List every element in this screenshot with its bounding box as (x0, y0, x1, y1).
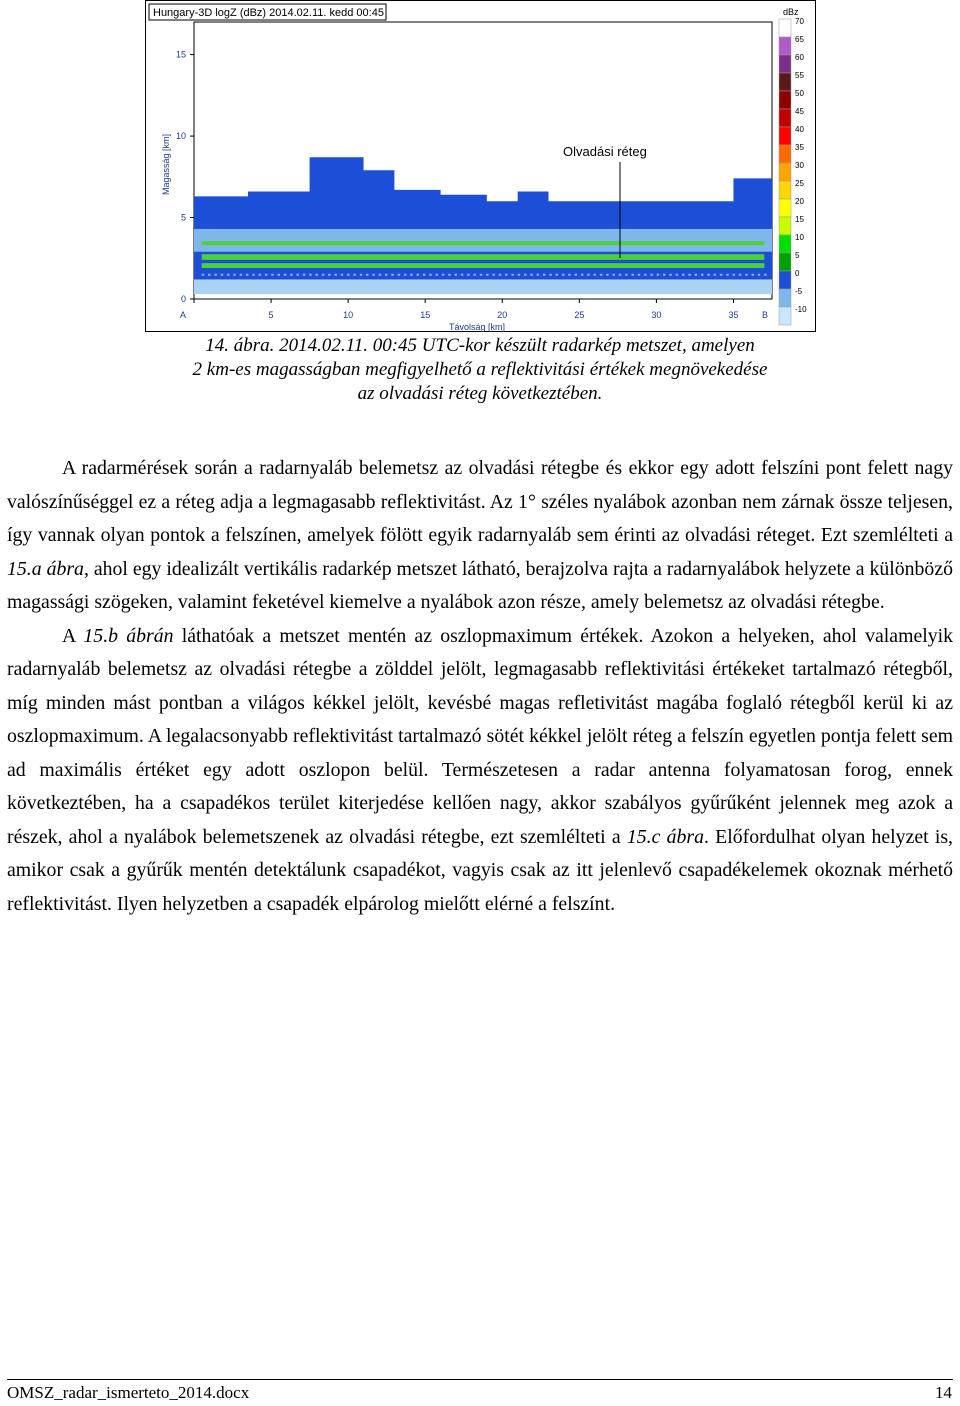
x-tick-label: 35 (728, 310, 739, 320)
x-tick-label: 15 (420, 310, 431, 320)
light-blue-dash (701, 274, 704, 276)
y-tick-label: 15 (175, 49, 186, 60)
end-point-label: B (762, 310, 769, 320)
colorbar-level-label: 55 (795, 71, 804, 80)
figure-ref-15a: 15.a ábra (7, 557, 84, 580)
colorbar-level-label: 10 (795, 233, 804, 242)
colorbar-swatch (779, 55, 791, 73)
green-melting-stripe (202, 254, 765, 260)
colorbar-swatch (779, 91, 791, 109)
light-blue-dash (511, 274, 514, 276)
light-blue-dash (537, 274, 540, 276)
radar-figure (145, 0, 816, 332)
light-blue-dash (530, 274, 533, 276)
light-blue-dash (575, 274, 578, 276)
x-tick-label: 30 (651, 310, 662, 320)
light-blue-dash (568, 274, 571, 276)
light-blue-dash (663, 274, 666, 276)
x-axis-label: Távolság [km] (449, 322, 506, 332)
paragraph-1-text-a: A radarmérések során a radarnyaláb belemetsz az olvadási rétegbe és ekkor egy adott felszíni pont felett nagy valószínűséggel ez a réteg adja a legmagasabb reflektivitást. Az 1° széles nyalábok azonban nem zárnak össze teljesen, így vannak olyan pontok a felszínen, amelyek fölött egyik radarnyaláb sem érinti az olvadási réteget. Ezt szemlélteti a (7, 457, 953, 546)
light-blue-dash (278, 274, 281, 276)
colorbar-level-label: -10 (795, 305, 807, 314)
caption-text-1: 14. ábra. 2014.02.11. 00:45 UTC-kor készült radarkép metszet, amelyen (205, 335, 755, 356)
light-blue-dash (549, 274, 552, 276)
colorbar-level-label: 70 (795, 17, 804, 26)
light-blue-dash (391, 274, 394, 276)
light-blue-dash (347, 274, 350, 276)
light-blue-dash (745, 274, 748, 276)
light-blue-dash (543, 274, 546, 276)
light-blue-dash (385, 274, 388, 276)
body-text (7, 452, 953, 921)
light-blue-dash (518, 274, 521, 276)
light-blue-dash (499, 274, 502, 276)
colorbar-level-label: 0 (795, 269, 800, 278)
colorbar-level-label: 20 (795, 197, 804, 206)
light-blue-dash (707, 274, 710, 276)
light-blue-dash (322, 274, 325, 276)
light-blue-dash (720, 274, 723, 276)
melting-layer-annotation: Olvadási réteg (563, 144, 647, 159)
light-blue-band (194, 229, 772, 252)
light-blue-dash (442, 274, 445, 276)
light-blue-dash (625, 274, 628, 276)
colorbar-level-label: 45 (795, 107, 804, 116)
light-blue-dash (309, 274, 312, 276)
colorbar-level-label: 15 (795, 215, 804, 224)
light-blue-dash (612, 274, 615, 276)
light-blue-dash (600, 274, 603, 276)
paragraph-2-text-a: A (62, 624, 84, 647)
light-blue-dash (733, 274, 736, 276)
light-blue-dash (562, 274, 565, 276)
figure-ref-15c: 15.c ábra (626, 825, 704, 848)
light-blue-dash (695, 274, 698, 276)
paragraph-1-text-b: , ahol egy idealizált vertikális radarkép metszet látható, berajzolva rajta a radarnyalábok helyzete a különböző magassági szögeken, valamint feketével kiemelve a nyalábok azon része, amely belemetsz az olvadási rétegbe. (7, 557, 953, 613)
light-blue-dash (657, 274, 660, 276)
light-blue-dash (606, 274, 609, 276)
paragraph-1 (7, 452, 953, 620)
footer-filename: OMSZ_radar_ismerteto_2014.docx (7, 1383, 250, 1402)
light-blue-dash (669, 274, 672, 276)
colorbar-swatch (779, 217, 791, 235)
light-blue-dash (334, 274, 337, 276)
light-blue-dash (404, 274, 407, 276)
caption-text-2: 2 km-es magasságban megfigyelhető a reflektivitási értékek megnövekedése (192, 359, 768, 380)
colorbar-swatch (779, 199, 791, 217)
light-blue-dash (524, 274, 527, 276)
light-blue-dash (379, 274, 382, 276)
light-blue-dash (372, 274, 375, 276)
colorbar-swatch (779, 109, 791, 127)
light-blue-dash (467, 274, 470, 276)
light-blue-dash (594, 274, 597, 276)
colorbar-level-label: 65 (795, 35, 804, 44)
radar-cross-section-chart (145, 0, 816, 332)
light-blue-dash (284, 274, 287, 276)
light-blue-dash (454, 274, 457, 276)
light-blue-dash (587, 274, 590, 276)
colorbar-swatch (779, 145, 791, 163)
colorbar-level-label: 5 (795, 251, 800, 260)
light-blue-dash (296, 274, 299, 276)
light-blue-dash (461, 274, 464, 276)
colorbar-swatch (779, 181, 791, 199)
colorbar-swatch (779, 127, 791, 145)
light-blue-dash (682, 274, 685, 276)
light-blue-dash (328, 274, 331, 276)
colorbar-swatch (779, 271, 791, 289)
footer-page-number: 14 (935, 1383, 952, 1402)
light-blue-dash (227, 274, 230, 276)
figure-caption-line-2 (0, 358, 960, 382)
light-blue-dash (758, 274, 761, 276)
light-blue-dash (398, 274, 401, 276)
footer-divider (7, 1379, 953, 1380)
y-tick-label: 10 (175, 131, 186, 142)
light-blue-dash (208, 274, 211, 276)
light-blue-dash (246, 274, 249, 276)
light-blue-dash (486, 274, 489, 276)
light-blue-dash (631, 274, 634, 276)
light-blue-dash (480, 274, 483, 276)
light-blue-dash (726, 274, 729, 276)
light-blue-dash (581, 274, 584, 276)
colorbar-swatch (779, 163, 791, 181)
figure-ref-15b: 15.b ábrán (83, 624, 174, 647)
pale-blue-band (194, 279, 772, 294)
light-blue-dash (473, 274, 476, 276)
colorbar-level-label: 35 (795, 143, 804, 152)
y-tick-label: 0 (180, 294, 186, 304)
light-blue-dash (619, 274, 622, 276)
x-tick-label: 20 (497, 310, 508, 320)
light-blue-dash (202, 274, 205, 276)
light-blue-dash (353, 274, 356, 276)
caption-text-3: az olvadási réteg következtében. (357, 383, 603, 404)
green-melting-stripe (202, 263, 765, 268)
light-blue-dash (360, 274, 363, 276)
colorbar-level-label: 60 (795, 53, 804, 62)
y-tick-label: 5 (180, 212, 186, 223)
light-blue-dash (240, 274, 243, 276)
colorbar-swatch (779, 289, 791, 307)
colorbar-level-label: -5 (795, 287, 803, 296)
light-blue-dash (436, 274, 439, 276)
x-tick-label: 5 (268, 310, 274, 320)
light-blue-dash (366, 274, 369, 276)
light-blue-dash (492, 274, 495, 276)
light-blue-dash (764, 274, 767, 276)
light-blue-dash (259, 274, 262, 276)
light-blue-dash (423, 274, 426, 276)
light-blue-dash (410, 274, 413, 276)
light-blue-dash (252, 274, 255, 276)
x-tick-label: 25 (574, 310, 585, 320)
light-blue-dash (214, 274, 217, 276)
colorbar-swatch (779, 253, 791, 271)
light-blue-dash (221, 274, 224, 276)
light-blue-dash (650, 274, 653, 276)
figure-caption-line-3 (0, 382, 960, 406)
colorbar-level-label: 40 (795, 125, 804, 134)
paragraph-2-text-c: . Előfordulhat olyan helyzet is, amikor csak a gyűrűk mentén detektálunk csapadékot, vagyis csak az itt jelenlevő csapadékelemek okoznak mérhető reflektivitást. Ilyen helyzetben a csapadék elpárolog mielőtt elérné a felszínt. (7, 825, 953, 915)
light-blue-dash (341, 274, 344, 276)
light-blue-dash (271, 274, 274, 276)
light-blue-dash (714, 274, 717, 276)
light-blue-dash (676, 274, 679, 276)
green-melting-stripe (202, 241, 765, 245)
start-point-label: A (180, 310, 187, 320)
light-blue-dash (739, 274, 742, 276)
light-blue-dash (638, 274, 641, 276)
light-blue-dash (233, 274, 236, 276)
colorbar-swatch (779, 37, 791, 55)
light-blue-dash (752, 274, 755, 276)
colorbar-swatch (779, 235, 791, 253)
light-blue-dash (290, 274, 293, 276)
light-blue-dash (505, 274, 508, 276)
light-blue-dash (429, 274, 432, 276)
colorbar-swatch (779, 73, 791, 91)
light-blue-dash (417, 274, 420, 276)
y-axis-label: Magasság [km] (161, 133, 171, 195)
colorbar-swatch (779, 19, 791, 37)
figure-caption-line-1 (0, 334, 960, 358)
light-blue-dash (688, 274, 691, 276)
light-blue-dash (556, 274, 559, 276)
colorbar-level-label: 25 (795, 179, 804, 188)
light-blue-dash (448, 274, 451, 276)
light-blue-dash (303, 274, 306, 276)
light-blue-dash (315, 274, 318, 276)
x-tick-label: 10 (343, 310, 354, 320)
chart-title: Hungary-3D logZ (dBz) 2014.02.11. kedd 00:45 (153, 7, 384, 19)
colorbar-swatch (779, 307, 791, 325)
paragraph-2-text-b: láthatóak a metszet mentén az oszlopmaximum értékek. Azokon a helyeken, ahol valamelyik radarnyaláb belemetsz az olvadási rétegbe a zölddel jelölt, legmagasabb reflektivitási értékeket tartalmazó rétegből, míg minden mást pontban a világos kékkel jelölt, kevésbé magas refletivitást magába foglaló rétegből kerül ki az oszlopmaximum. A legalacsonyabb reflektivitást tartalmazó sötét kékkel jelölt réteg a felszín egyetlen pontja felett sem ad maximális értéket egy adott oszlopon belül. Természetesen a radar antenna folyamatosan forog, ennek következtében, ha a csapadékos terület kiterjedése kellően nagy, akkor szabályos gyűrűként jelennek meg azok a részek, ahol a nyalábok belemetszenek az olvadási rétegbe, ezt szemlélteti a (7, 624, 954, 848)
colorbar-level-label: 30 (795, 161, 804, 170)
colorbar-level-label: 50 (795, 89, 804, 98)
light-blue-dash (265, 274, 268, 276)
light-blue-dash (644, 274, 647, 276)
paragraph-2 (7, 620, 953, 922)
colorbar-unit: dBz (783, 7, 799, 17)
